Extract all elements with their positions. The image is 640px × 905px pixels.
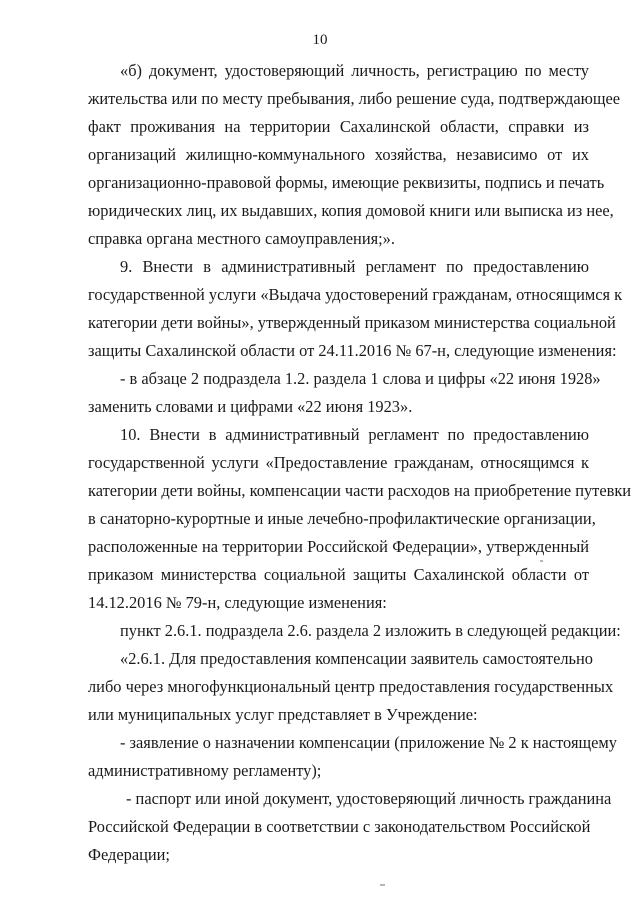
text-line: организационно-правовой формы, имеющие реквизиты, подпись и печать — [88, 173, 605, 192]
scan-speck — [380, 884, 385, 886]
text-line: либо через многофункциональный центр предоставления государственных — [88, 677, 614, 696]
text-line: 9. Внести в административный регламент по предоставлению — [120, 257, 589, 276]
text-line: «2.6.1. Для предоставления компенсации заявитель самостоятельно — [120, 649, 593, 668]
text-line: государственной услуги «Предоставление гражданам, относящимся к — [88, 453, 589, 472]
text-line: государственной услуги «Выдача удостоверений гражданам, относящимся к — [88, 285, 623, 304]
text-line: организаций жилищно-коммунального хозяйства, независимо от их — [88, 145, 589, 164]
text-line: пункт 2.6.1. подраздела 2.6. раздела 2 изложить в следующей редакции: — [120, 621, 621, 640]
text-line: административному регламенту); — [88, 761, 322, 780]
text-line: факт проживания на территории Сахалинской области, справки из — [88, 117, 589, 136]
text-line: - заявление о назначении компенсации (приложение № 2 к настоящему — [120, 733, 617, 752]
scan-speck — [540, 560, 543, 562]
text-line: Федерации; — [88, 845, 170, 864]
text-line: защиты Сахалинской области от 24.11.2016 № 67-н, следующие изменения: — [88, 341, 617, 360]
text-line: - в абзаце 2 подраздела 1.2. раздела 1 слова и цифры «22 июня 1928» — [120, 369, 601, 388]
text-line: 10. Внести в административный регламент по предоставлению — [120, 425, 589, 444]
text-line: приказом министерства социальной защиты Сахалинской области от — [88, 565, 589, 584]
page-number: 10 — [312, 32, 328, 48]
text-line: заменить словами и цифрами «22 июня 1923». — [88, 397, 413, 416]
text-line: - паспорт или иной документ, удостоверяющий личность гражданина — [126, 789, 612, 808]
text-line: Российской Федерации в соответствии с законодательством Российской — [88, 817, 591, 836]
text-line: жительства или по месту пребывания, либо решение суда, подтверждающее — [88, 89, 621, 108]
text-line: расположенные на территории Российской Федерации», утвержденный — [88, 537, 589, 556]
text-line: «б) документ, удостоверяющий личность, регистрацию по месту — [120, 61, 589, 80]
text-line: категории дети войны», утвержденный приказом министерства социальной — [88, 313, 616, 332]
text-line: категории дети войны, компенсации части расходов на приобретение путевки — [88, 481, 632, 500]
text-line: в санаторно-курортные и иные лечебно-профилактические организации, — [88, 509, 596, 528]
text-line: справка органа местного самоуправления;». — [88, 229, 395, 248]
text-line: юридических лиц, их выдавших, копия домовой книги или выписка из нее, — [88, 201, 614, 220]
text-line: 14.12.2016 № 79-н, следующие изменения: — [88, 593, 387, 612]
text-line: или муниципальных услуг представляет в Учреждение: — [88, 705, 478, 724]
